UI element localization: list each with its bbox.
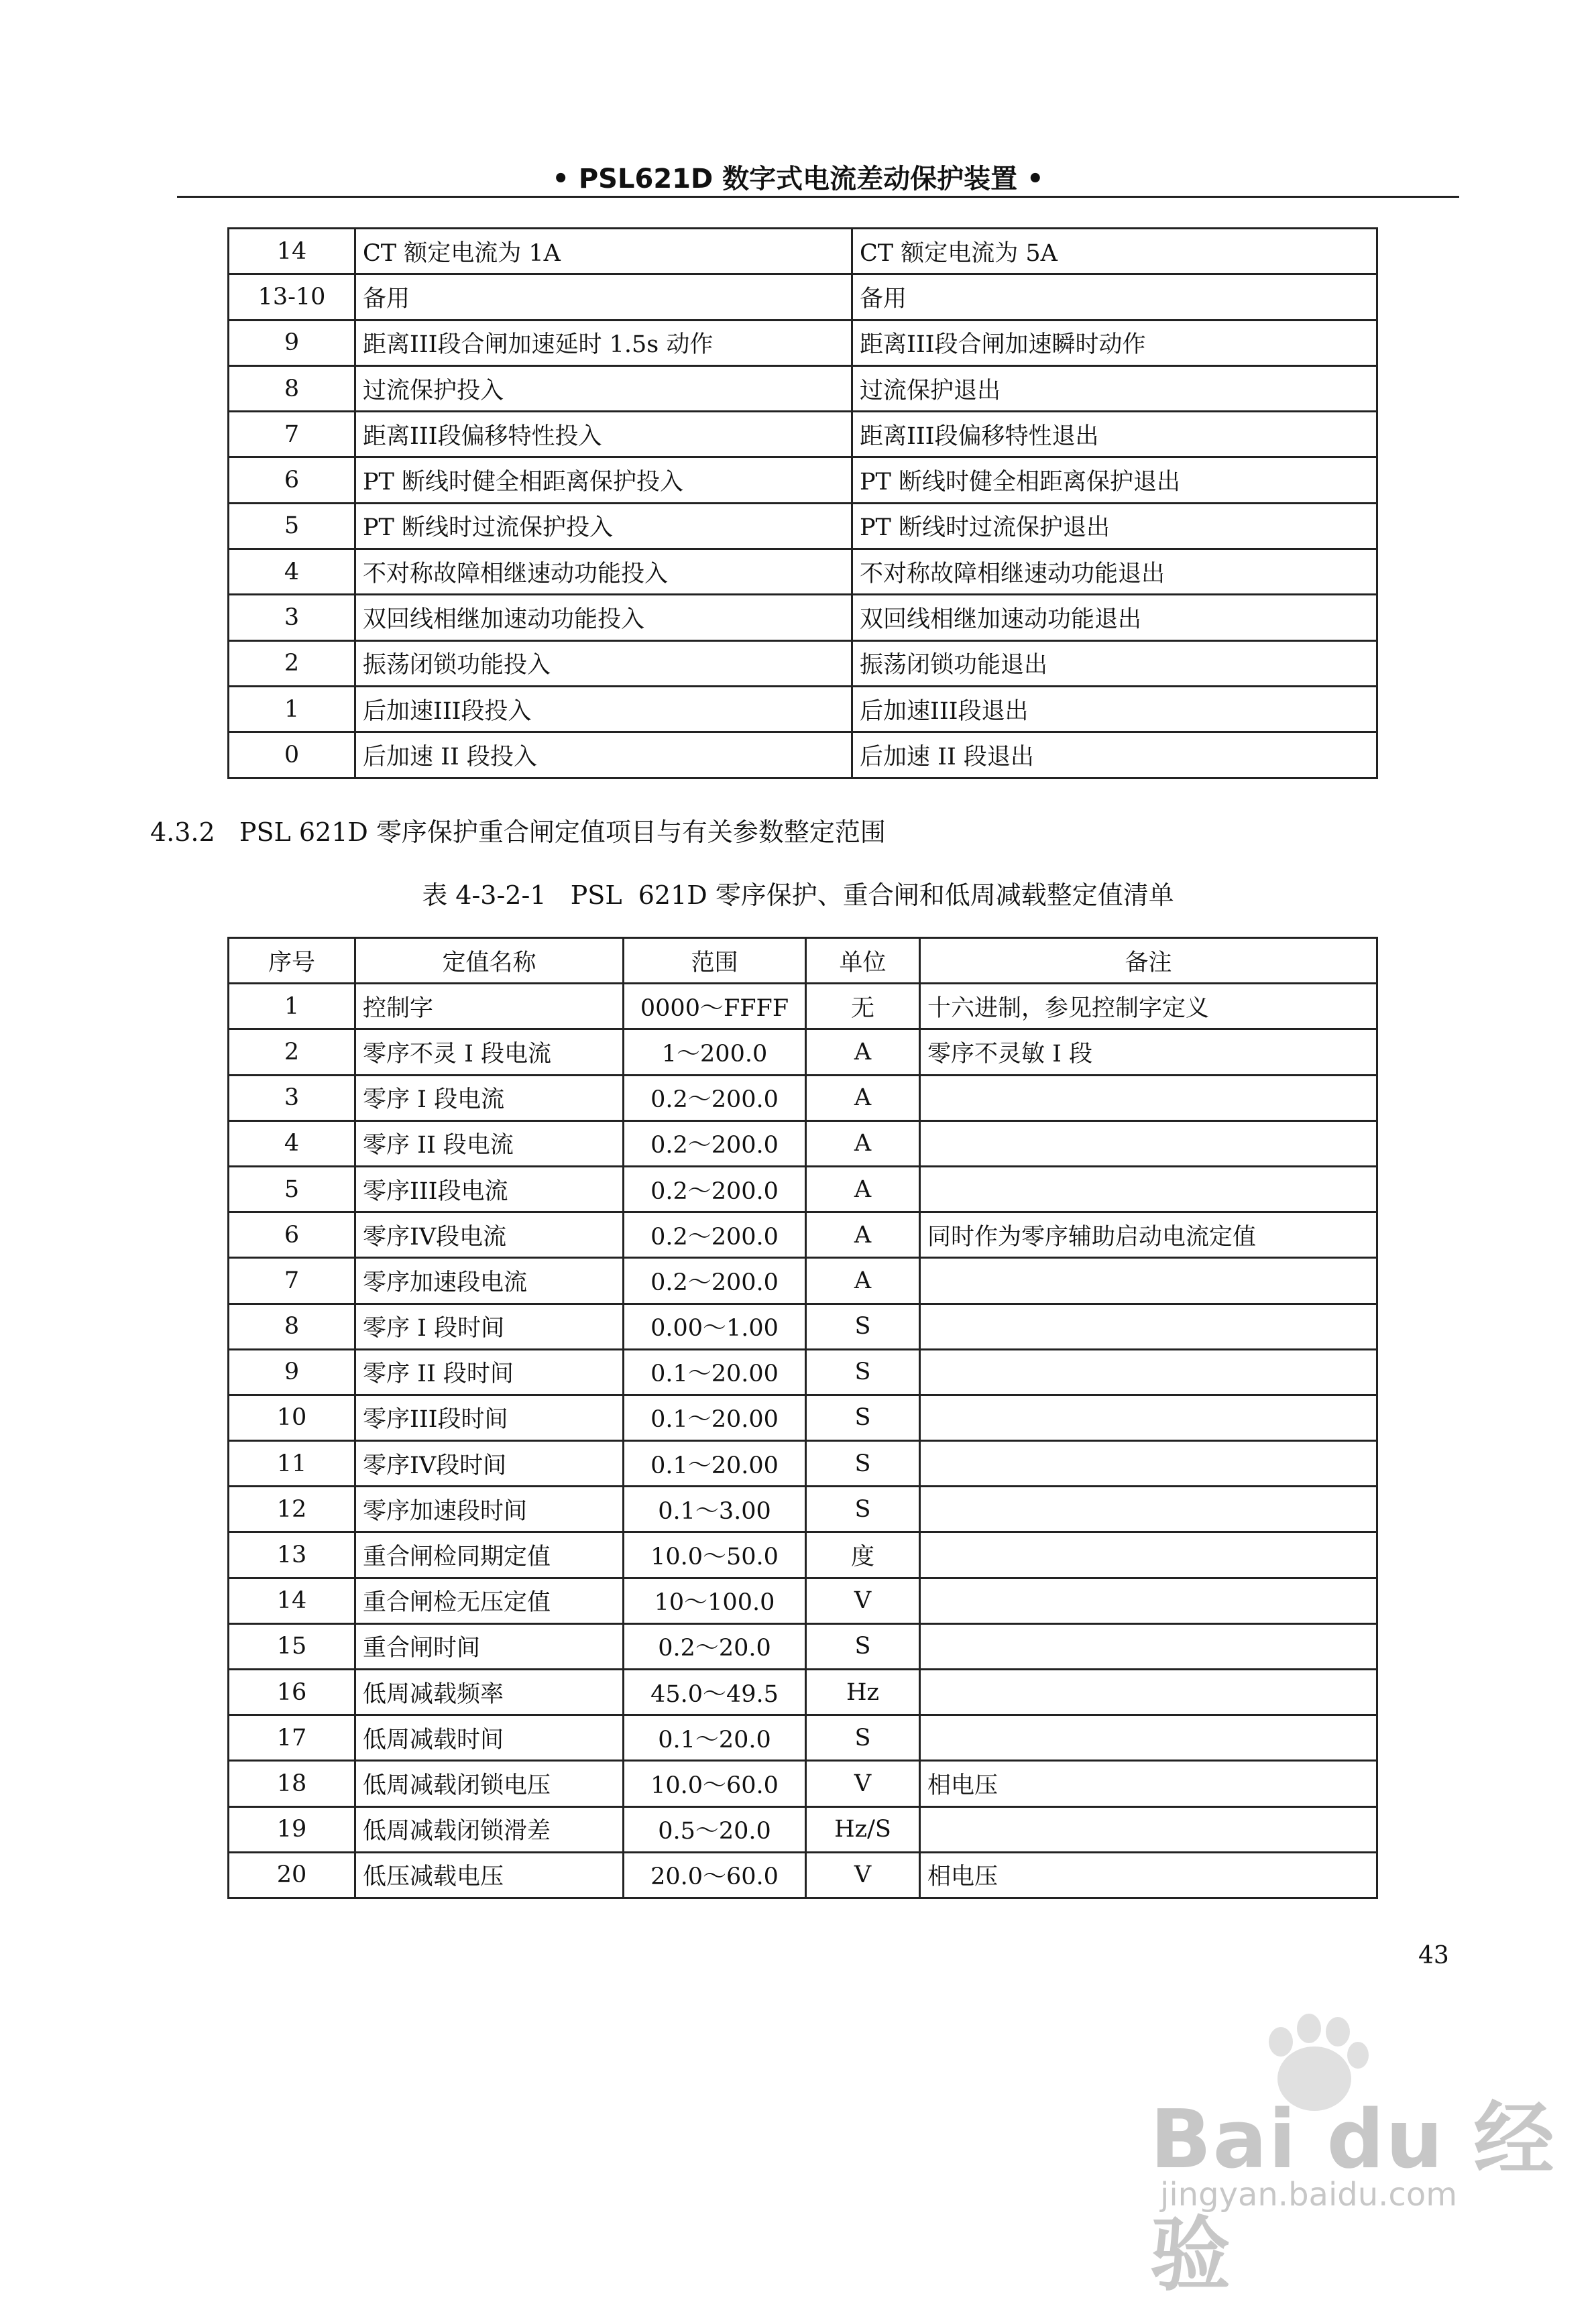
range-cell: 10.0～50.0 bbox=[624, 1532, 806, 1578]
table-row bbox=[229, 1623, 1377, 1669]
table-row bbox=[229, 984, 1377, 1029]
table-row bbox=[229, 365, 1377, 411]
unit-cell: 度 bbox=[806, 1532, 920, 1578]
table-row bbox=[229, 1670, 1377, 1715]
bit-cell: 3 bbox=[229, 595, 355, 640]
unit-cell: Hz bbox=[806, 1670, 920, 1715]
note-cell bbox=[920, 1670, 1377, 1715]
name-cell: 零序IV段时间 bbox=[355, 1441, 624, 1487]
table-row bbox=[229, 1258, 1377, 1304]
table-row bbox=[229, 1761, 1377, 1806]
bit-cell: 7 bbox=[229, 412, 355, 457]
unit-cell: V bbox=[806, 1761, 920, 1806]
range-cell: 0.5～20.0 bbox=[624, 1806, 806, 1852]
bit-cell: 8 bbox=[229, 365, 355, 411]
note-cell: 相电压 bbox=[920, 1852, 1377, 1898]
bit-cell: 0 bbox=[229, 732, 355, 778]
header-name: 定值名称 bbox=[355, 938, 624, 984]
range-cell: 0.2～200.0 bbox=[624, 1258, 806, 1304]
range-cell: 0.00～1.00 bbox=[624, 1304, 806, 1349]
set-to-1-cell: 距离III段合闸加速延时 1.5s 动作 bbox=[355, 320, 852, 365]
bit-cell: 6 bbox=[229, 457, 355, 503]
unit-cell: V bbox=[806, 1578, 920, 1623]
table-row bbox=[229, 549, 1377, 595]
set-to-1-cell: 振荡闭锁功能投入 bbox=[355, 640, 852, 686]
no-cell: 5 bbox=[229, 1166, 355, 1212]
table-row bbox=[229, 732, 1377, 778]
no-cell: 11 bbox=[229, 1441, 355, 1487]
name-cell: 重合闸检同期定值 bbox=[355, 1532, 624, 1578]
set-to-1-cell: 双回线相继加速动功能投入 bbox=[355, 595, 852, 640]
note-cell: 相电压 bbox=[920, 1761, 1377, 1806]
name-cell: 零序 II 段电流 bbox=[355, 1120, 624, 1166]
no-cell: 7 bbox=[229, 1258, 355, 1304]
set-to-1-cell: 后加速III段投入 bbox=[355, 686, 852, 732]
unit-cell: S bbox=[806, 1441, 920, 1487]
note-cell bbox=[920, 1441, 1377, 1487]
note-cell: 同时作为零序辅助启动电流定值 bbox=[920, 1212, 1377, 1258]
set-to-1-cell: 距离III段偏移特性投入 bbox=[355, 412, 852, 457]
note-cell bbox=[920, 1349, 1377, 1395]
note-cell bbox=[920, 1715, 1377, 1761]
set-to-0-cell: 备用 bbox=[852, 274, 1377, 320]
table-row bbox=[229, 1304, 1377, 1349]
name-cell: 零序加速段时间 bbox=[355, 1487, 624, 1532]
table-row bbox=[229, 503, 1377, 549]
range-cell: 0.2～20.0 bbox=[624, 1623, 806, 1669]
no-cell: 9 bbox=[229, 1349, 355, 1395]
range-cell: 45.0～49.5 bbox=[624, 1670, 806, 1715]
note-cell bbox=[920, 1806, 1377, 1852]
range-cell: 0.1～3.00 bbox=[624, 1487, 806, 1532]
table-row bbox=[229, 1395, 1377, 1440]
settings-header-row bbox=[229, 938, 1377, 984]
range-cell: 0.2～200.0 bbox=[624, 1166, 806, 1212]
bit-cell: 2 bbox=[229, 640, 355, 686]
no-cell: 8 bbox=[229, 1304, 355, 1349]
table-row bbox=[229, 229, 1377, 274]
set-to-0-cell: 不对称故障相继速动功能退出 bbox=[852, 549, 1377, 595]
table-row bbox=[229, 274, 1377, 320]
range-cell: 0.1～20.0 bbox=[624, 1715, 806, 1761]
no-cell: 17 bbox=[229, 1715, 355, 1761]
settings-table-body bbox=[229, 984, 1377, 1898]
name-cell: 零序 II 段时间 bbox=[355, 1349, 624, 1395]
range-cell: 10.0～60.0 bbox=[624, 1761, 806, 1806]
unit-cell: S bbox=[806, 1715, 920, 1761]
name-cell: 零序III段电流 bbox=[355, 1166, 624, 1212]
name-cell: 低周减载时间 bbox=[355, 1715, 624, 1761]
note-cell bbox=[920, 1395, 1377, 1440]
note-cell bbox=[920, 1120, 1377, 1166]
range-cell: 20.0～60.0 bbox=[624, 1852, 806, 1898]
table-row bbox=[229, 1029, 1377, 1075]
unit-cell: S bbox=[806, 1349, 920, 1395]
unit-cell: A bbox=[806, 1075, 920, 1120]
set-to-0-cell: 距离III段偏移特性退出 bbox=[852, 412, 1377, 457]
name-cell: 低周减载频率 bbox=[355, 1670, 624, 1715]
table-row bbox=[229, 1852, 1377, 1898]
table-row bbox=[229, 1806, 1377, 1852]
table-row bbox=[229, 1441, 1377, 1487]
table-row bbox=[229, 640, 1377, 686]
table-row bbox=[229, 1212, 1377, 1258]
range-cell: 1～200.0 bbox=[624, 1029, 806, 1075]
unit-cell: A bbox=[806, 1258, 920, 1304]
table-row bbox=[229, 1487, 1377, 1532]
header-unit: 单位 bbox=[806, 938, 920, 984]
header-rule bbox=[177, 196, 1459, 198]
bit-cell: 5 bbox=[229, 503, 355, 549]
name-cell: 低压减载电压 bbox=[355, 1852, 624, 1898]
bit-cell: 4 bbox=[229, 549, 355, 595]
unit-cell: S bbox=[806, 1623, 920, 1669]
bit-cell: 13-10 bbox=[229, 274, 355, 320]
no-cell: 16 bbox=[229, 1670, 355, 1715]
set-to-0-cell: CT 额定电流为 5A bbox=[852, 229, 1377, 274]
note-cell bbox=[920, 1258, 1377, 1304]
table-row bbox=[229, 686, 1377, 732]
note-cell: 零序不灵敏 I 段 bbox=[920, 1029, 1377, 1075]
name-cell: 零序 I 段电流 bbox=[355, 1075, 624, 1120]
no-cell: 3 bbox=[229, 1075, 355, 1120]
note-cell bbox=[920, 1304, 1377, 1349]
no-cell: 20 bbox=[229, 1852, 355, 1898]
no-cell: 18 bbox=[229, 1761, 355, 1806]
no-cell: 1 bbox=[229, 984, 355, 1029]
range-cell: 0000～FFFF bbox=[624, 984, 806, 1029]
set-to-0-cell: PT 断线时过流保护退出 bbox=[852, 503, 1377, 549]
set-to-0-cell: 振荡闭锁功能退出 bbox=[852, 640, 1377, 686]
unit-cell: A bbox=[806, 1166, 920, 1212]
unit-cell: Hz/S bbox=[806, 1806, 920, 1852]
table-row bbox=[229, 1166, 1377, 1212]
no-cell: 15 bbox=[229, 1623, 355, 1669]
range-cell: 10～100.0 bbox=[624, 1578, 806, 1623]
set-to-0-cell: 过流保护退出 bbox=[852, 365, 1377, 411]
table-row bbox=[229, 1120, 1377, 1166]
no-cell: 13 bbox=[229, 1532, 355, 1578]
control-word-table bbox=[227, 227, 1378, 779]
no-cell: 12 bbox=[229, 1487, 355, 1532]
page-number: 43 bbox=[1418, 1942, 1449, 1969]
no-cell: 2 bbox=[229, 1029, 355, 1075]
watermark-brand: Bai du 经验 bbox=[1150, 2093, 1556, 2302]
set-to-1-cell: PT 断线时健全相距离保护投入 bbox=[355, 457, 852, 503]
note-cell bbox=[920, 1166, 1377, 1212]
watermark-url: jingyan.baidu.com bbox=[1160, 2176, 1457, 2213]
range-cell: 0.1～20.00 bbox=[624, 1395, 806, 1440]
note-cell bbox=[920, 1075, 1377, 1120]
note-cell bbox=[920, 1532, 1377, 1578]
no-cell: 14 bbox=[229, 1578, 355, 1623]
table-row bbox=[229, 412, 1377, 457]
set-to-1-cell: 备用 bbox=[355, 274, 852, 320]
note-cell bbox=[920, 1578, 1377, 1623]
table-row bbox=[229, 1532, 1377, 1578]
note-cell: 十六进制，参见控制字定义 bbox=[920, 984, 1377, 1029]
set-to-1-cell: PT 断线时过流保护投入 bbox=[355, 503, 852, 549]
set-to-0-cell: 双回线相继加速动功能退出 bbox=[852, 595, 1377, 640]
bit-cell: 14 bbox=[229, 229, 355, 274]
section-heading: 4.3.2 PSL 621D 零序保护重合闸定值项目与有关参数整定范围 bbox=[150, 817, 886, 847]
unit-cell: S bbox=[806, 1487, 920, 1532]
table-row bbox=[229, 457, 1377, 503]
bit-cell: 1 bbox=[229, 686, 355, 732]
name-cell: 控制字 bbox=[355, 984, 624, 1029]
unit-cell: A bbox=[806, 1029, 920, 1075]
range-cell: 0.2～200.0 bbox=[624, 1212, 806, 1258]
unit-cell: A bbox=[806, 1120, 920, 1166]
header-range: 范围 bbox=[624, 938, 806, 984]
unit-cell: S bbox=[806, 1304, 920, 1349]
no-cell: 6 bbox=[229, 1212, 355, 1258]
table-row bbox=[229, 1075, 1377, 1120]
name-cell: 低周减载闭锁电压 bbox=[355, 1761, 624, 1806]
note-cell bbox=[920, 1487, 1377, 1532]
set-to-0-cell: 距离III段合闸加速瞬时动作 bbox=[852, 320, 1377, 365]
unit-cell: 无 bbox=[806, 984, 920, 1029]
settings-table bbox=[227, 937, 1378, 1899]
set-to-0-cell: 后加速III段退出 bbox=[852, 686, 1377, 732]
range-cell: 0.1～20.00 bbox=[624, 1349, 806, 1395]
table-row bbox=[229, 595, 1377, 640]
table-row bbox=[229, 1578, 1377, 1623]
unit-cell: S bbox=[806, 1395, 920, 1440]
table-row bbox=[229, 1349, 1377, 1395]
name-cell: 重合闸时间 bbox=[355, 1623, 624, 1669]
set-to-0-cell: 后加速 II 段退出 bbox=[852, 732, 1377, 778]
name-cell: 零序加速段电流 bbox=[355, 1258, 624, 1304]
name-cell: 重合闸检无压定值 bbox=[355, 1578, 624, 1623]
name-cell: 零序 I 段时间 bbox=[355, 1304, 624, 1349]
set-to-1-cell: 不对称故障相继速动功能投入 bbox=[355, 549, 852, 595]
bit-cell: 9 bbox=[229, 320, 355, 365]
no-cell: 19 bbox=[229, 1806, 355, 1852]
unit-cell: A bbox=[806, 1212, 920, 1258]
control-word-table-body bbox=[229, 229, 1377, 779]
header-no: 序号 bbox=[229, 938, 355, 984]
no-cell: 4 bbox=[229, 1120, 355, 1166]
table-row bbox=[229, 320, 1377, 365]
set-to-1-cell: 后加速 II 段投入 bbox=[355, 732, 852, 778]
set-to-1-cell: CT 额定电流为 1A bbox=[355, 229, 852, 274]
unit-cell: V bbox=[806, 1852, 920, 1898]
name-cell: 零序III段时间 bbox=[355, 1395, 624, 1440]
name-cell: 零序IV段电流 bbox=[355, 1212, 624, 1258]
range-cell: 0.2～200.0 bbox=[624, 1120, 806, 1166]
set-to-0-cell: PT 断线时健全相距离保护退出 bbox=[852, 457, 1377, 503]
note-cell bbox=[920, 1623, 1377, 1669]
header-note: 备注 bbox=[920, 938, 1377, 984]
no-cell: 10 bbox=[229, 1395, 355, 1440]
table-caption: 表 4-3-2-1 PSL 621D 零序保护、重合闸和低周减载整定值清单 bbox=[422, 880, 1174, 910]
range-cell: 0.1～20.00 bbox=[624, 1441, 806, 1487]
range-cell: 0.2～200.0 bbox=[624, 1075, 806, 1120]
name-cell: 低周减载闭锁滑差 bbox=[355, 1806, 624, 1852]
name-cell: 零序不灵 I 段电流 bbox=[355, 1029, 624, 1075]
page-header: • PSL621D 数字式电流差动保护装置 • bbox=[552, 164, 1044, 194]
set-to-1-cell: 过流保护投入 bbox=[355, 365, 852, 411]
table-row bbox=[229, 1715, 1377, 1761]
